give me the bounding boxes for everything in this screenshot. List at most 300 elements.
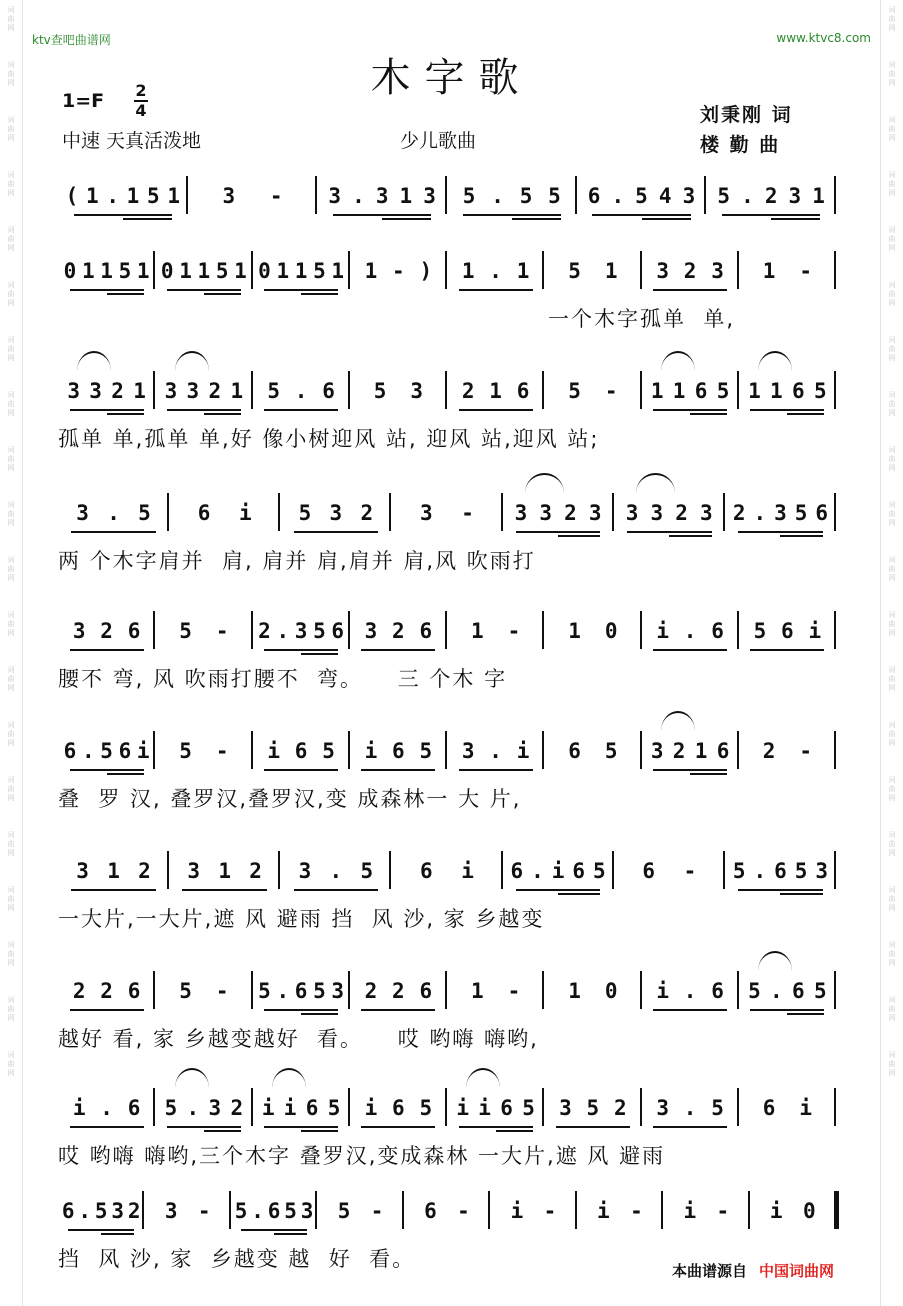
measure xyxy=(739,1090,836,1126)
measure xyxy=(350,373,447,409)
eighth-beam xyxy=(70,289,144,291)
note-glyph: - xyxy=(215,619,229,643)
note-glyph: 1 xyxy=(294,259,308,283)
eighth-beam xyxy=(333,214,432,216)
measure xyxy=(706,178,836,214)
measure xyxy=(58,613,155,649)
eighth-beam xyxy=(70,1009,144,1011)
note-glyph: 2 xyxy=(111,379,124,403)
note-glyph: 5 xyxy=(635,184,648,208)
note-glyph: 3 xyxy=(656,1096,669,1120)
eighth-beam xyxy=(182,889,266,891)
note-glyph: 1 xyxy=(672,379,686,403)
note-glyph: 1 xyxy=(136,259,150,283)
score-system xyxy=(58,605,836,701)
eighth-beam xyxy=(653,289,727,291)
sixteenth-beam xyxy=(787,1013,824,1015)
note-glyph: - xyxy=(269,184,283,208)
eighth-beam xyxy=(459,1126,533,1128)
note-glyph: 0 xyxy=(802,1199,816,1223)
meter-top: 2 xyxy=(135,81,147,100)
score-system xyxy=(58,245,836,341)
note-glyph: 0 xyxy=(604,619,618,643)
note-glyph: 2 xyxy=(392,979,405,1003)
note-glyph: 5 xyxy=(753,619,767,643)
note-glyph: i xyxy=(72,1096,86,1120)
note-glyph: 0 xyxy=(258,259,271,283)
note-glyph: - xyxy=(215,739,229,763)
note-glyph: 3 xyxy=(559,1096,572,1120)
sixteenth-beam xyxy=(107,773,144,775)
measure xyxy=(253,613,350,649)
sixteenth-beam xyxy=(274,1233,307,1235)
eighth-beam xyxy=(653,409,727,411)
note-glyph: 2 xyxy=(138,859,151,883)
eighth-beam xyxy=(722,214,821,216)
eighth-beam xyxy=(738,889,822,891)
sixteenth-beam xyxy=(301,1130,338,1132)
note-glyph: 6 xyxy=(294,979,308,1003)
measure xyxy=(739,733,836,769)
note-glyph: . xyxy=(683,979,697,1003)
eighth-beam xyxy=(463,214,562,216)
note-glyph: 3 xyxy=(67,379,80,403)
note-glyph: . xyxy=(186,1096,200,1120)
measure xyxy=(350,253,447,289)
sixteenth-beam xyxy=(101,1233,134,1235)
note-glyph: - xyxy=(799,739,812,763)
note-glyph: 5 xyxy=(298,501,312,525)
measure xyxy=(544,973,641,1009)
measure xyxy=(447,973,544,1009)
measure xyxy=(231,1193,317,1229)
note-glyph: 5 xyxy=(100,739,113,763)
measure xyxy=(155,613,252,649)
key-signature: 1=F xyxy=(62,90,105,112)
note-glyph: 5 xyxy=(94,1199,108,1223)
measure xyxy=(642,1090,739,1126)
note-glyph: . xyxy=(106,184,119,208)
lyrics-line: 一个木字孤单 单, xyxy=(548,307,736,331)
lyrics-line: 哎 哟嗨 嗨哟,三个木字 叠罗汉,变成森林 一大片,遮 风 避雨 xyxy=(58,1144,666,1168)
note-glyph: . xyxy=(276,979,290,1003)
note-glyph: 1 xyxy=(179,259,192,283)
note-glyph: 5 xyxy=(327,1096,341,1120)
note-glyph: 5 xyxy=(360,859,374,883)
note-glyph: . xyxy=(107,501,120,525)
note-glyph: i xyxy=(551,859,565,883)
slur xyxy=(661,351,695,371)
note-glyph: - xyxy=(215,979,229,1003)
note-glyph: 6 xyxy=(392,1096,405,1120)
eighth-beam xyxy=(592,214,691,216)
note-glyph: 6 xyxy=(61,1199,75,1223)
note-glyph: 6 xyxy=(424,1199,437,1223)
note-glyph: 1 xyxy=(812,184,825,208)
note-glyph: 3 xyxy=(774,501,787,525)
note-glyph: 3 xyxy=(164,379,178,403)
note-glyph: i xyxy=(597,1199,610,1223)
note-glyph: 6 xyxy=(419,619,433,643)
note-glyph: 1 xyxy=(100,259,113,283)
note-glyph: . xyxy=(683,1096,697,1120)
note-glyph: 5 xyxy=(794,859,808,883)
note-glyph: i xyxy=(683,1199,697,1223)
note-glyph: 5 xyxy=(568,259,581,283)
note-glyph: 5 xyxy=(179,739,192,763)
note-glyph: 2 xyxy=(564,501,577,525)
note-glyph: 2 xyxy=(762,739,776,763)
note-glyph: 1 xyxy=(167,184,180,208)
note-glyph: 5 xyxy=(179,979,192,1003)
watermark-site-name: ktv查吧曲谱网 xyxy=(32,33,111,47)
note-glyph: 1 xyxy=(516,259,530,283)
eighth-beam xyxy=(516,531,600,533)
measure xyxy=(280,853,391,889)
note-glyph: i xyxy=(808,619,822,643)
note-glyph: i xyxy=(283,1096,297,1120)
measure xyxy=(280,495,391,531)
eighth-beam xyxy=(627,531,711,533)
sixteenth-beam xyxy=(301,293,338,295)
slur xyxy=(758,951,792,971)
note-glyph: - xyxy=(507,979,521,1003)
source-name: 中国词曲网 xyxy=(759,1262,835,1280)
eighth-beam xyxy=(241,1229,307,1231)
measure xyxy=(447,613,544,649)
lyrics-line: 一大片,一大片,遮 风 避雨 挡 风 沙, 家 乡越变 xyxy=(58,907,545,931)
note-glyph: 5 xyxy=(462,184,476,208)
note-glyph: - xyxy=(630,1199,643,1223)
measure xyxy=(253,1090,350,1126)
note-glyph: 5 xyxy=(522,1096,535,1120)
measure xyxy=(725,853,836,889)
measure xyxy=(58,973,155,1009)
note-glyph: 3 xyxy=(300,1199,314,1223)
eighth-beam xyxy=(459,289,533,291)
lyricist-credit: 刘秉刚 词 xyxy=(700,104,793,126)
sixteenth-beam xyxy=(558,893,600,895)
note-glyph: . xyxy=(294,379,308,403)
source-credit xyxy=(672,1260,834,1281)
measure xyxy=(58,253,155,289)
note-glyph: 5 xyxy=(118,259,132,283)
note-glyph: 3 xyxy=(76,859,89,883)
note-glyph: 6 xyxy=(63,739,77,763)
measure xyxy=(350,733,447,769)
eighth-beam xyxy=(750,649,824,651)
eighth-beam xyxy=(264,409,338,411)
note-glyph: 1 xyxy=(762,259,776,283)
note-glyph: 1 xyxy=(364,259,378,283)
measure xyxy=(642,733,739,769)
measure xyxy=(350,973,447,1009)
note-glyph: 6 xyxy=(792,979,805,1003)
measure xyxy=(642,613,739,649)
eighth-beam xyxy=(653,1009,727,1011)
note-glyph: 3 xyxy=(187,859,201,883)
slur xyxy=(525,473,564,493)
eighth-beam xyxy=(653,649,727,651)
score-system xyxy=(58,1082,836,1178)
note-glyph: 2 xyxy=(249,859,262,883)
score-system xyxy=(58,725,836,821)
note-glyph: . xyxy=(78,1199,92,1223)
sixteenth-beam xyxy=(301,653,338,655)
note-glyph: 3 xyxy=(815,859,828,883)
note-glyph: 5 xyxy=(267,379,280,403)
note-glyph: 5 xyxy=(258,979,271,1003)
note-glyph: . xyxy=(489,259,502,283)
measure xyxy=(614,495,725,531)
note-glyph: 3 xyxy=(76,501,89,525)
note-glyph: . xyxy=(489,739,502,763)
eighth-beam xyxy=(70,1126,144,1128)
note-glyph: 3 xyxy=(514,501,528,525)
eighth-beam xyxy=(264,1126,338,1128)
eighth-beam xyxy=(361,649,435,651)
measure xyxy=(350,1090,447,1126)
note-glyph: 2 xyxy=(100,979,113,1003)
right-watermark-strip: 词曲网 词曲网 词曲网 词曲网 词曲网 词曲网 词曲网 词曲网 词曲网 词曲网 词曲网 词曲网 词曲网 词曲网 词曲网 词曲网 词曲网 词曲网 词曲网 词曲网 xyxy=(880,0,903,1306)
note-glyph: 6 xyxy=(510,859,524,883)
note-glyph: 1 xyxy=(748,379,761,403)
note-glyph: - xyxy=(197,1199,211,1223)
note-glyph: 1 xyxy=(197,259,211,283)
note-glyph: 2 xyxy=(127,1199,141,1223)
note-glyph: 3 xyxy=(208,1096,222,1120)
eighth-beam xyxy=(361,1009,435,1011)
sixteenth-beam xyxy=(107,293,144,295)
note-glyph: 5 xyxy=(586,1096,600,1120)
lyrics-line: 两 个木字肩并 肩, 肩并 肩,肩并 肩,风 吹雨打 xyxy=(58,549,536,573)
note-glyph: 2 xyxy=(683,259,697,283)
note-glyph: . xyxy=(100,1096,113,1120)
note-glyph: 5 xyxy=(716,379,730,403)
measure xyxy=(58,853,169,889)
eighth-beam xyxy=(294,531,378,533)
note-glyph: i xyxy=(516,739,530,763)
note-glyph: - xyxy=(457,1199,470,1223)
note-glyph: 2 xyxy=(258,619,271,643)
note-glyph: 5 xyxy=(732,859,746,883)
note-glyph: 3 xyxy=(364,619,378,643)
measure xyxy=(155,973,252,1009)
note-glyph: 5 xyxy=(568,379,581,403)
sixteenth-beam xyxy=(780,535,822,537)
note-glyph: 6 xyxy=(762,1096,776,1120)
note-glyph: . xyxy=(753,859,767,883)
note-glyph: 3 xyxy=(656,259,669,283)
measure xyxy=(577,178,707,214)
measure xyxy=(447,733,544,769)
measure xyxy=(750,1193,836,1229)
measure xyxy=(155,733,252,769)
note-glyph: 2 xyxy=(230,1096,244,1120)
note-glyph: - xyxy=(507,619,521,643)
note-glyph: 6 xyxy=(572,859,586,883)
eighth-beam xyxy=(750,1009,824,1011)
note-glyph: 5 xyxy=(337,1199,351,1223)
note-glyph: 4 xyxy=(658,184,672,208)
note-glyph: i xyxy=(769,1199,783,1223)
note-glyph: - xyxy=(392,259,405,283)
note-glyph: 1 xyxy=(399,184,413,208)
note-glyph: 5 xyxy=(322,739,335,763)
measure xyxy=(577,1193,663,1229)
note-glyph: 6 xyxy=(420,859,433,883)
measure xyxy=(544,613,641,649)
measure xyxy=(447,1090,544,1126)
measure xyxy=(544,1090,641,1126)
note-glyph: 1 xyxy=(568,979,581,1003)
sixteenth-beam xyxy=(787,413,824,415)
note-glyph: ( xyxy=(65,184,79,208)
measure xyxy=(725,495,836,531)
note-glyph: 5 xyxy=(593,859,606,883)
note-glyph: 5 xyxy=(548,184,561,208)
sixteenth-beam xyxy=(642,218,691,220)
note-glyph: i xyxy=(136,739,150,763)
note-glyph: 2 xyxy=(100,619,113,643)
measure xyxy=(663,1193,749,1229)
note-glyph: 6 xyxy=(711,979,724,1003)
note-glyph: i xyxy=(510,1199,524,1223)
note-glyph: 3 xyxy=(625,501,639,525)
note-glyph: i xyxy=(799,1096,812,1120)
note-glyph: 6 xyxy=(781,619,794,643)
measure xyxy=(253,973,350,1009)
note-glyph: 6 xyxy=(500,1096,513,1120)
eighth-beam xyxy=(361,1126,435,1128)
eighth-beam xyxy=(459,409,533,411)
note-glyph: 5 xyxy=(234,1199,248,1223)
note-glyph: 6 xyxy=(392,739,405,763)
lyrics-line: 孤单 单,孤单 单,好 像小树迎风 站, 迎风 站,迎风 站; xyxy=(58,427,600,451)
eighth-beam xyxy=(264,649,338,651)
note-glyph: 1 xyxy=(230,379,244,403)
eighth-beam xyxy=(167,1126,241,1128)
note-glyph: . xyxy=(329,859,343,883)
note-glyph: - xyxy=(683,859,697,883)
measure xyxy=(544,253,641,289)
measure xyxy=(58,1090,155,1126)
note-glyph: 1 xyxy=(470,619,484,643)
note-glyph: - xyxy=(716,1199,730,1223)
note-glyph: 3 xyxy=(711,259,724,283)
note-glyph: 1 xyxy=(461,259,475,283)
note-glyph: 1 xyxy=(81,259,95,283)
note-glyph: 1 xyxy=(694,739,708,763)
note-glyph: 5 xyxy=(419,739,433,763)
measure xyxy=(404,1193,490,1229)
note-glyph: 6 xyxy=(711,619,724,643)
note-glyph: 3 xyxy=(186,379,200,403)
note-glyph: ) xyxy=(419,259,433,283)
eighth-beam xyxy=(653,769,727,771)
note-glyph: 3 xyxy=(89,379,102,403)
eighth-beam xyxy=(516,889,600,891)
note-glyph: 5 xyxy=(519,184,533,208)
note-glyph: 5 xyxy=(604,739,618,763)
eighth-beam xyxy=(264,289,338,291)
eighth-beam xyxy=(74,214,173,216)
note-glyph: i xyxy=(478,1096,491,1120)
note-glyph: - xyxy=(370,1199,384,1223)
source-prefix: 本曲谱源自 xyxy=(672,1262,748,1280)
lyrics-line: 腰不 弯, 风 吹雨打腰不 弯。 三 个木 字 xyxy=(58,667,508,691)
note-glyph: 1 xyxy=(489,379,502,403)
eighth-beam xyxy=(264,1009,338,1011)
note-glyph: . xyxy=(753,501,767,525)
note-glyph: 5 xyxy=(284,1199,297,1223)
sixteenth-beam xyxy=(496,1130,533,1132)
note-glyph: 6 xyxy=(774,859,787,883)
note-glyph: 1 xyxy=(470,979,484,1003)
note-glyph: 2 xyxy=(72,979,86,1003)
note-glyph: 3 xyxy=(329,501,343,525)
note-glyph: 6 xyxy=(694,379,708,403)
eighth-beam xyxy=(459,769,533,771)
score-system xyxy=(58,487,836,583)
eighth-beam xyxy=(70,769,144,771)
note-glyph: 1 xyxy=(568,619,581,643)
measure xyxy=(317,1193,403,1229)
note-glyph: i xyxy=(364,1096,378,1120)
score-system xyxy=(58,365,836,461)
slur xyxy=(175,1068,209,1088)
measure xyxy=(391,495,502,531)
sixteenth-beam xyxy=(204,1130,241,1132)
note-glyph: 5 xyxy=(164,1096,178,1120)
note-glyph: i xyxy=(261,1096,275,1120)
slur xyxy=(758,351,792,371)
note-glyph: 3 xyxy=(682,184,696,208)
eighth-beam xyxy=(264,769,338,771)
note-glyph: 5 xyxy=(313,259,326,283)
note-glyph: 5 xyxy=(179,619,192,643)
note-glyph: 5 xyxy=(813,979,827,1003)
sixteenth-beam xyxy=(382,218,431,220)
note-glyph: 6 xyxy=(331,619,345,643)
song-title: 木字歌 xyxy=(370,55,533,101)
note-glyph: - xyxy=(461,501,474,525)
sixteenth-beam xyxy=(107,413,144,415)
note-glyph: i xyxy=(267,739,280,763)
note-glyph: 3 xyxy=(423,184,436,208)
eighth-beam xyxy=(738,531,822,533)
note-glyph: 3 xyxy=(420,501,433,525)
note-glyph: 2 xyxy=(392,619,405,643)
eighth-beam xyxy=(71,531,155,533)
note-glyph: . xyxy=(276,619,290,643)
note-glyph: 5 xyxy=(794,501,808,525)
note-glyph: 1 xyxy=(770,379,783,403)
note-glyph: 3 xyxy=(111,1199,125,1223)
eighth-beam xyxy=(294,889,378,891)
sixteenth-beam xyxy=(204,293,241,295)
note-glyph: 6 xyxy=(792,379,805,403)
note-glyph: 6 xyxy=(127,619,141,643)
note-glyph: 2 xyxy=(675,501,688,525)
measure xyxy=(614,853,725,889)
slur xyxy=(272,1068,306,1088)
note-glyph: - xyxy=(604,379,618,403)
note-glyph: 2 xyxy=(672,739,686,763)
note-glyph: 3 xyxy=(72,619,86,643)
note-glyph: 3 xyxy=(164,1199,178,1223)
note-glyph: 5 xyxy=(748,979,761,1003)
